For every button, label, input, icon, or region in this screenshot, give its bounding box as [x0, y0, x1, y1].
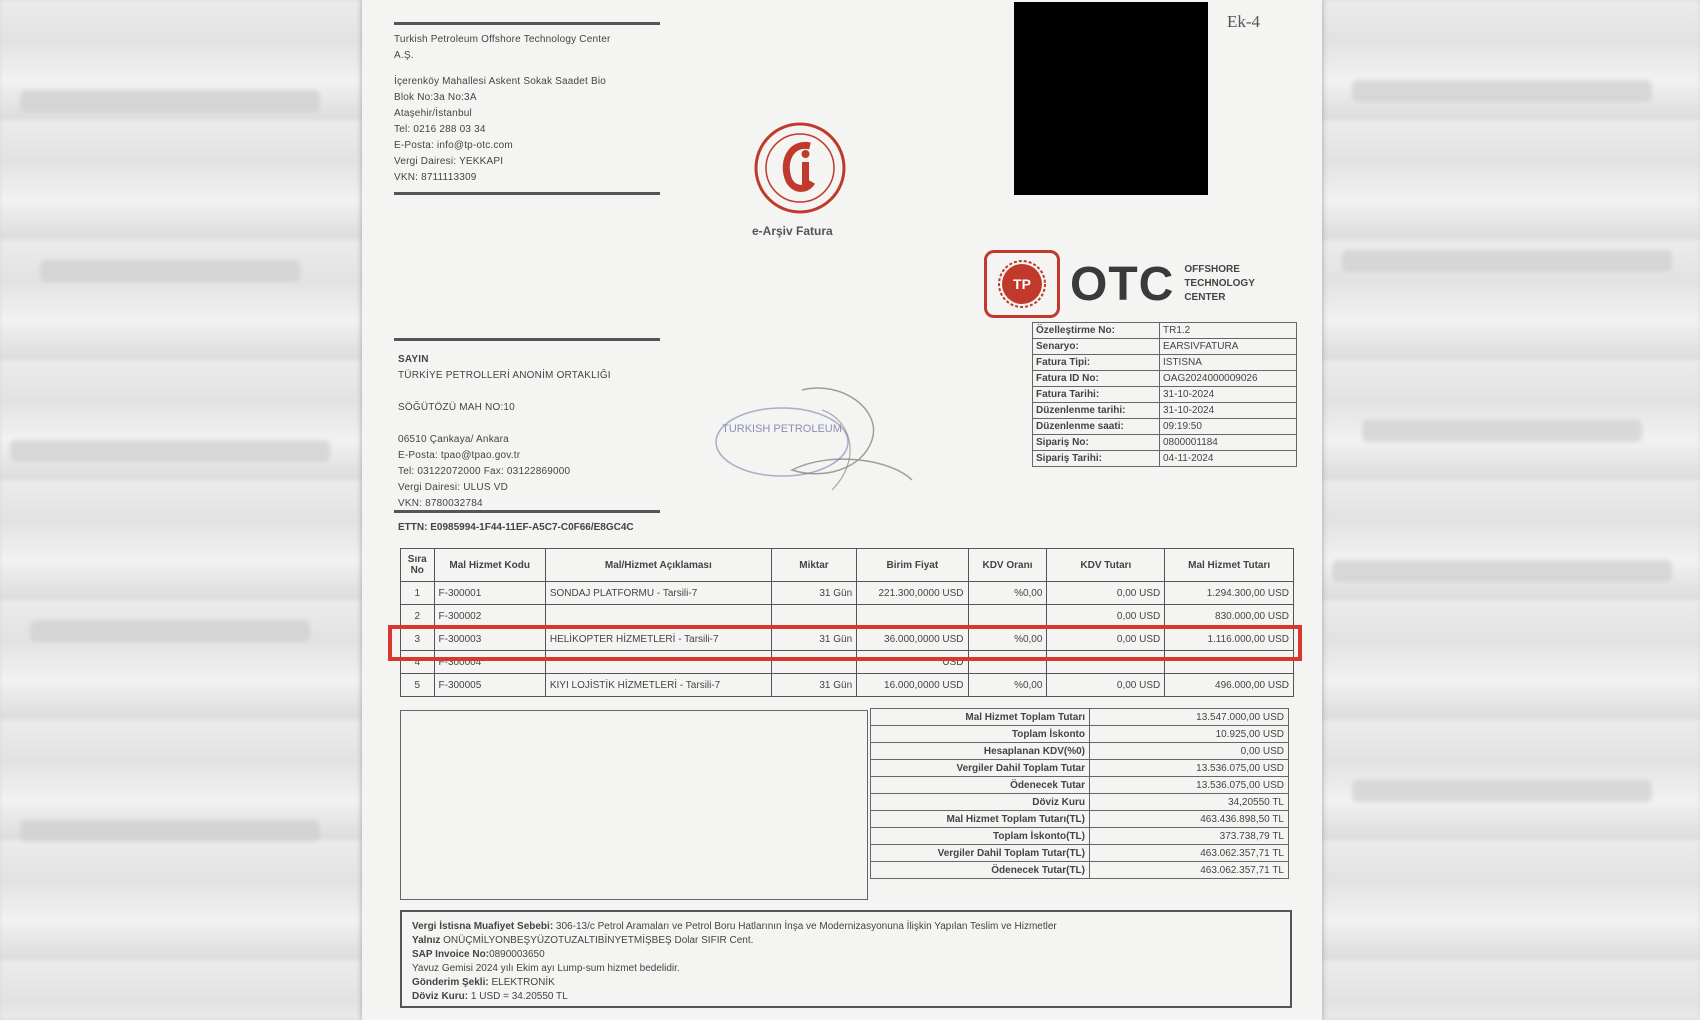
item-price: 221.300,0000 USD: [857, 582, 968, 605]
info-label: Düzenlenme saati:: [1033, 419, 1160, 435]
info-label: Fatura Tipi:: [1033, 355, 1160, 371]
info-value: 31-10-2024: [1160, 387, 1297, 403]
item-no: 3: [401, 628, 435, 651]
info-label: Özelleştirme No:: [1033, 323, 1160, 339]
item-amount: 1.116.000,00 USD: [1165, 628, 1294, 651]
info-value: ISTISNA: [1160, 355, 1297, 371]
sender-line: A.Ş.: [394, 50, 414, 61]
info-label: Fatura Tarihi:: [1033, 387, 1160, 403]
note-text: 0890003650: [489, 949, 545, 960]
sender-line: Blok No:3a No:3A: [394, 92, 477, 103]
info-row: [1033, 355, 1297, 371]
sender-line: Turkish Petroleum Offshore Technology Center: [394, 34, 611, 45]
note-text: Yavuz Gemisi 2024 yılı Ekim ayı Lump-sum hizmet bedelidir.: [412, 963, 680, 974]
totals-row: [871, 811, 1289, 828]
info-value: 09:19:50: [1160, 419, 1297, 435]
note-line: [412, 962, 1280, 976]
item-amount: 496.000,00 USD: [1165, 674, 1294, 697]
totals-row: [871, 828, 1289, 845]
sender-line: Tel: 0216 288 03 34: [394, 124, 486, 135]
otc-subtitle-line: TECHNOLOGY: [1184, 278, 1255, 289]
totals-label: Vergiler Dahil Toplam Tutar: [871, 760, 1090, 777]
info-label: Sipariş Tarihi:: [1033, 451, 1160, 467]
otc-subtitle-line: CENTER: [1184, 292, 1226, 303]
totals-value: 10.925,00 USD: [1090, 726, 1289, 743]
invoice-document: [362, 0, 1322, 1020]
document-type-label: e-Arşiv Fatura: [752, 224, 833, 238]
totals-row: [871, 726, 1289, 743]
item-code: F-300005: [434, 674, 545, 697]
info-row: [1033, 451, 1297, 467]
totals-label: Mal Hizmet Toplam Tutarı(TL): [871, 811, 1090, 828]
tp-badge-text: TP: [1013, 276, 1031, 292]
item-code: F-300004: [434, 651, 545, 674]
sender-line: VKN: 8711113309: [394, 172, 477, 183]
item-amount: 1.294.300,00 USD: [1165, 582, 1294, 605]
blurred-background-right: [1322, 0, 1700, 1020]
totals-label: Toplam İskonto(TL): [871, 828, 1090, 845]
totals-label: Vergiler Dahil Toplam Tutar(TL): [871, 845, 1090, 862]
sender-block: [394, 32, 674, 186]
buyer-line: SÖĞÜTÖZÜ MAH NO:10: [398, 402, 515, 413]
info-label: Sipariş No:: [1033, 435, 1160, 451]
invoice-notes: [400, 910, 1292, 1008]
annex-label: Ek-4: [1226, 12, 1260, 31]
item-amount: 830.000,00 USD: [1165, 605, 1294, 628]
note-text: ONÜÇMİLYONBEŞYÜZOTUZALTIBİNYETMİŞBEŞ Dolar SIFIR Cent.: [440, 935, 754, 946]
otc-name: OTC: [1070, 257, 1175, 311]
totals-table: [870, 708, 1289, 879]
totals-value: 373.738,79 TL: [1090, 828, 1289, 845]
info-row: [1033, 339, 1297, 355]
note-text: ELEKTRONİK: [488, 977, 555, 988]
item-code: F-300002: [434, 605, 545, 628]
totals-value: 34,20550 TL: [1090, 794, 1289, 811]
buyer-line: TÜRKİYE PETROLLERİ ANONİM ORTAKLIĞI: [398, 370, 611, 381]
table-row: [401, 674, 1294, 697]
item-qty: 31 Gün: [771, 582, 856, 605]
column-header: Mal Hizmet Kodu: [434, 549, 545, 582]
column-header: Mal Hizmet Tutarı: [1165, 549, 1294, 582]
info-value: OAG2024000009026: [1160, 371, 1297, 387]
buyer-line: Tel: 03122072000 Fax: 03122869000: [398, 466, 571, 477]
item-desc: SONDAJ PLATFORMU - Tarsili-7: [545, 582, 771, 605]
item-qty: 31 Gün: [771, 674, 856, 697]
buyer-line: 06510 Çankaya/ Ankara: [398, 434, 509, 445]
info-label: Senaryo:: [1033, 339, 1160, 355]
item-code: F-300003: [434, 628, 545, 651]
column-header: Miktar: [771, 549, 856, 582]
company-stamp-and-signature: [712, 380, 922, 500]
otc-subtitle-line: OFFSHORE: [1184, 264, 1240, 275]
buyer-line: [398, 384, 678, 400]
totals-value: 13.536.075,00 USD: [1090, 777, 1289, 794]
item-code: F-300001: [434, 582, 545, 605]
note-label: Döviz Kuru:: [412, 991, 469, 1002]
item-price: 36.000,0000 USD: [857, 628, 968, 651]
totals-label: Ödenecek Tutar: [871, 777, 1090, 794]
tp-badge-icon: [984, 250, 1060, 318]
item-qty: 31 Gün: [771, 628, 856, 651]
otc-subtitle: [1184, 263, 1255, 305]
stamp-text: TURKISH PETROLEUM: [722, 423, 842, 435]
totals-row: [871, 743, 1289, 760]
blurred-background-left: [0, 0, 362, 1020]
totals-value: 463.436.898,50 TL: [1090, 811, 1289, 828]
info-value: 04-11-2024: [1160, 451, 1297, 467]
gib-seal-icon: [752, 120, 848, 216]
item-rate: %0,00: [968, 674, 1047, 697]
totals-label: Hesaplanan KDV(%0): [871, 743, 1090, 760]
totals-value: 463.062.357,71 TL: [1090, 862, 1289, 879]
totals-value: 13.547.000,00 USD: [1090, 709, 1289, 726]
item-no: 2: [401, 605, 435, 628]
item-no: 4: [401, 651, 435, 674]
totals-value: 13.536.075,00 USD: [1090, 760, 1289, 777]
info-value: 0800001184: [1160, 435, 1297, 451]
column-header: KDV Tutarı: [1047, 549, 1165, 582]
item-rate: %0,00: [968, 582, 1047, 605]
note-line: [412, 976, 1280, 990]
item-vat: 0,00 USD: [1047, 674, 1165, 697]
info-value: TR1.2: [1160, 323, 1297, 339]
item-vat: 0,00 USD: [1047, 605, 1165, 628]
item-desc: HELİKOPTER HİZMETLERİ - Tarsili-7: [545, 628, 771, 651]
buyer-line: E-Posta: tpao@tpao.gov.tr: [398, 450, 521, 461]
highlighted-row-annotation: [388, 625, 1302, 661]
buyer-block: [398, 352, 678, 512]
item-price: USD: [857, 651, 968, 674]
column-header: Sıra No: [401, 549, 435, 582]
info-label: Düzenlenme tarihi:: [1033, 403, 1160, 419]
info-value: 31-10-2024: [1160, 403, 1297, 419]
note-line: [412, 920, 1280, 934]
info-row: [1033, 435, 1297, 451]
column-header: Mal/Hizmet Açıklaması: [545, 549, 771, 582]
totals-label: Ödenecek Tutar(TL): [871, 862, 1090, 879]
totals-row: [871, 760, 1289, 777]
note-text: 306-13/c Petrol Aramaları ve Petrol Boru Hatlarının İnşa ve Modernizasyonuna İlişkin Yapılan Teslim ve Hizmetler: [553, 921, 1057, 932]
divider: [394, 338, 660, 341]
totals-value: 0,00 USD: [1090, 743, 1289, 760]
divider: [394, 192, 660, 195]
item-desc: KIYI LOJİSTİK HİZMETLERİ - Tarsili-7: [545, 674, 771, 697]
info-row: [1033, 403, 1297, 419]
totals-row: [871, 845, 1289, 862]
divider: [394, 22, 660, 25]
redaction-box: [1014, 2, 1208, 195]
invoice-info-table: [1032, 322, 1297, 467]
item-no: 1: [401, 582, 435, 605]
sender-line: Ataşehir/İstanbul: [394, 108, 472, 119]
note-label: SAP Invoice No:: [412, 949, 490, 960]
info-row: [1033, 371, 1297, 387]
note-line: [412, 948, 1280, 962]
table-row: [401, 582, 1294, 605]
totals-label: Toplam İskonto: [871, 726, 1090, 743]
item-price: 16.000,0000 USD: [857, 674, 968, 697]
item-no: 5: [401, 674, 435, 697]
info-row: [1033, 419, 1297, 435]
info-row: [1033, 387, 1297, 403]
totals-row: [871, 777, 1289, 794]
column-header: KDV Oranı: [968, 549, 1047, 582]
buyer-line: SAYIN: [398, 354, 429, 365]
column-header: Birim Fiyat: [857, 549, 968, 582]
note-label: Vergi İstisna Muafiyet Sebebi:: [412, 921, 554, 932]
totals-value: 463.062.357,71 TL: [1090, 845, 1289, 862]
buyer-line: [398, 416, 678, 432]
totals-row: [871, 794, 1289, 811]
info-label: Fatura ID No:: [1033, 371, 1160, 387]
table-header-row: [401, 549, 1294, 582]
totals-label: Döviz Kuru: [871, 794, 1090, 811]
sender-line: E-Posta: info@tp-otc.com: [394, 140, 513, 151]
note-label: Yalnız: [412, 935, 441, 946]
sender-line: İçerenköy Mahallesi Askent Sokak Saadet Bio: [394, 76, 607, 87]
totals-row: [871, 709, 1289, 726]
line-items-table: [400, 548, 1294, 697]
ettn-number: ETTN: E0985994-1F44-11EF-A5C7-C0F66/E8GC4C: [398, 522, 634, 533]
item-vat: 0,00 USD: [1047, 582, 1165, 605]
info-row: [1033, 323, 1297, 339]
note-line: [412, 934, 1280, 948]
note-label: Gönderim Şekli:: [412, 977, 489, 988]
item-vat: 0,00 USD: [1047, 628, 1165, 651]
otc-logo: [984, 248, 1255, 320]
item-rate: %0,00: [968, 628, 1047, 651]
note-text: 1 USD = 34.20550 TL: [468, 991, 568, 1002]
info-value: EARSIVFATURA: [1160, 339, 1297, 355]
sender-line: Vergi Dairesi: YEKKAPI: [394, 156, 504, 167]
buyer-line: Vergi Dairesi: ULUS VD: [398, 482, 508, 493]
totals-row: [871, 862, 1289, 879]
notes-blank-area: [400, 710, 868, 900]
totals-label: Mal Hizmet Toplam Tutarı: [871, 709, 1090, 726]
note-line: [412, 990, 1280, 1004]
divider: [394, 510, 660, 513]
buyer-line: VKN: 8780032784: [398, 498, 483, 509]
